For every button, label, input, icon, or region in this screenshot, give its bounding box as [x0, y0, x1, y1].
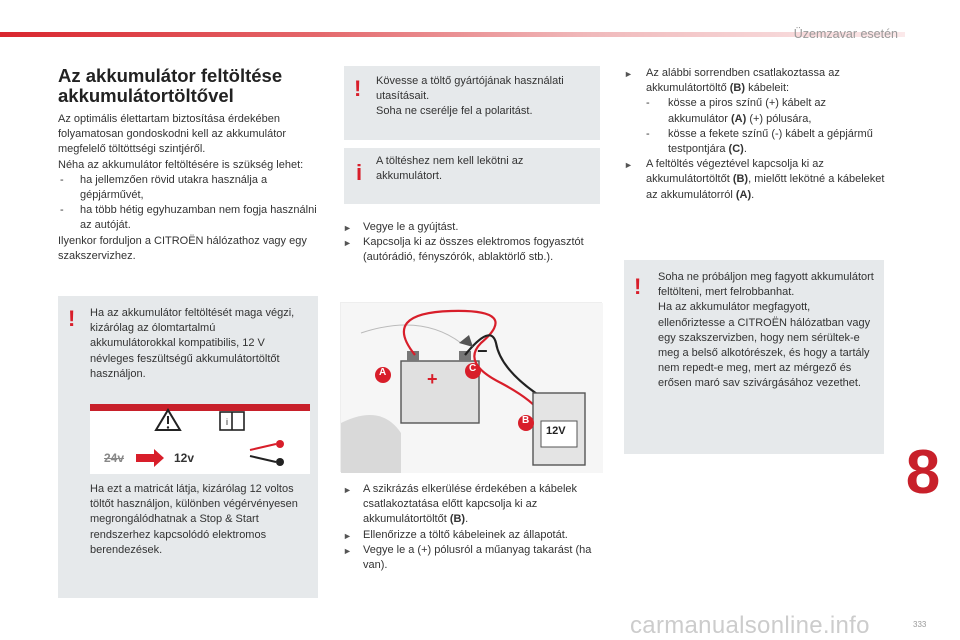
sticker-12v: 12v: [174, 451, 195, 465]
sub-step-item: [624, 96, 886, 126]
step-ref: (A): [735, 188, 752, 201]
info-icon: i: [356, 160, 363, 185]
warning-line: Soha ne cserélje fel a polaritást.: [376, 105, 533, 118]
step-item: [343, 235, 593, 265]
step-text: A szikrázás elkerülése érdekében a kábelek csatlakoztatása előtt kapcsolja ki az akkumulátortöltőt: [363, 483, 578, 526]
step-tail: .: [465, 513, 469, 526]
step-text: Vegye le a (+) pólusról a műanyag takarást (ha van).: [363, 543, 592, 572]
page-title: Az akkumulátor feltöltése akkumulátortöltővel: [58, 65, 283, 106]
step-text: (+) pólusára,: [746, 112, 812, 125]
bullet-icon: ►: [624, 69, 633, 79]
battery-charger-drawing: [341, 303, 603, 473]
charging-illustration: [340, 302, 602, 472]
intro-text: [58, 112, 320, 264]
connection-steps: [624, 66, 886, 203]
battery-clamp-icon: [250, 440, 284, 466]
step-text: kösse a piros színű (+) kábelt az akkumulátor: [668, 97, 827, 125]
step-text: Az alábbi sorrendben csatlakoztassa az akkumulátortöltő: [646, 67, 840, 95]
warning-icon: !: [634, 274, 642, 299]
bullet-icon: ►: [343, 545, 352, 556]
step-text: A feltöltés végeztével kapcsolja ki az akkumulátortöltőt: [646, 158, 824, 186]
arrow-right-icon: [136, 449, 164, 467]
step-item: [343, 528, 601, 543]
step-item: [343, 220, 593, 235]
bottom-steps: [343, 482, 601, 573]
bullet-icon: ►: [624, 160, 633, 171]
step-item: [343, 543, 601, 573]
step-ref: (B): [729, 82, 746, 95]
bullet-icon: ►: [343, 238, 352, 249]
sticker-note: Ha ezt a matricát látja, kizárólag 12 voltos töltőt használjon, különben végérvényesen megrongálódhatnak a Stop & Start rendszerhez kapcsolódó elektromos berendezések.: [90, 483, 298, 556]
bullet-icon: ►: [343, 530, 352, 541]
chapter-number: 8: [905, 438, 941, 507]
step-text: Kapcsolja ki az összes elektromos fogyasztót (autórádió, fényszórók, ablaktörlő stb.).: [363, 236, 584, 264]
polarity-warning-text: [376, 74, 591, 120]
step-item: [343, 482, 601, 528]
step-ref: (B): [732, 173, 749, 186]
svg-text:i: i: [226, 417, 228, 427]
bullet-icon: ►: [343, 485, 352, 495]
page-number: 333: [913, 620, 927, 629]
intro-paragraph: Néha az akkumulátor feltöltésére is szükség lehet:: [58, 158, 304, 171]
label-c: C: [469, 363, 477, 374]
step-ref: (B): [449, 513, 466, 526]
dash-mark: -: [646, 97, 650, 110]
voltage-sticker: [90, 404, 310, 474]
warning-line: Kövesse a töltő gyártójának használati utasításait.: [376, 75, 564, 103]
step-item: [624, 66, 886, 96]
step-text: Vegye le a gyújtást.: [363, 221, 459, 233]
watermark: carmanualsonline.info: [630, 612, 870, 639]
info-box: [344, 148, 600, 204]
manual-book-icon: [220, 412, 244, 430]
label-b: B: [522, 415, 530, 426]
info-text: A töltéshez nem kell lekötni az akkumulátort.: [376, 155, 524, 183]
label-a: A: [379, 367, 387, 378]
step-text: , mielőtt lekötné a kábeleket az akkumulátorról: [646, 173, 885, 201]
step-text: .: [751, 188, 755, 201]
header-accent-bar: [0, 32, 905, 37]
step-ref: (C): [728, 143, 744, 156]
warning-line: Ha az akkumulátor megfagyott, ellenőriztesse a CITROËN hálózatban vagy egy szakszervizben, hogy nem sérültek-e meg a belső alkotórészek, és hogy a tartály nem repedt-e meg, mert az mérgező és erősen maró sav szivárgásához vezethet.: [658, 301, 871, 390]
warning-line: Soha ne próbáljon meg fagyott akkumulátort feltölteni, mert felrobbanhat.: [658, 271, 874, 299]
frozen-warning-text: [658, 270, 874, 392]
sub-step-item: [624, 127, 886, 157]
warning-triangle-icon: [156, 410, 180, 430]
warning-icon: !: [354, 76, 362, 101]
plus-sign: +: [427, 369, 438, 389]
frozen-battery-warning-box: [624, 260, 884, 454]
step-text: Ellenőrizze a töltő kábeleinek az állapotát.: [363, 528, 568, 541]
intro-paragraph: Ilyenkor forduljon a CITROËN hálózathoz vagy egy szakszervizhez.: [58, 234, 307, 262]
step-text: kösse a fekete színű (-) kábelt a gépjármű testpontjára: [668, 127, 873, 156]
intro-dash-item: - ha jellemzően rövid utakra használja a gépjárművét,: [58, 173, 320, 203]
intro-dash-item: - ha több hétig egyhuzamban nem fogja használni az autóját.: [58, 203, 320, 233]
polarity-warning-box: [344, 66, 600, 140]
charger-label: 12V: [546, 425, 566, 437]
battery-icon: [401, 351, 479, 423]
warning-text: Ha az akkumulátor feltöltését maga végzi, kizárólag az ólomtartalmú akkumulátorokkal kompatibilis, 12 V névleges feszültségű akkumulátortöltőt használjon.: [90, 307, 295, 380]
section-title: Üzemzavar esetén: [793, 27, 898, 41]
bullet-icon: ►: [343, 223, 352, 233]
middle-steps: [343, 220, 593, 266]
step-ref: (A): [730, 112, 747, 125]
dash-mark: -: [646, 127, 650, 140]
warning-icon: !: [68, 306, 76, 331]
step-text: kábeleit:: [745, 82, 790, 95]
step-text: .: [743, 143, 747, 156]
intro-paragraph: Az optimális élettartam biztosítása érdekében folyamatosan gondoskodni kell az akkumulátor megfelelő töltöttségi szintjéről.: [58, 113, 287, 156]
sticker-24v: 24v: [104, 451, 125, 465]
step-item: [624, 157, 886, 203]
minus-sign: −: [477, 341, 488, 361]
